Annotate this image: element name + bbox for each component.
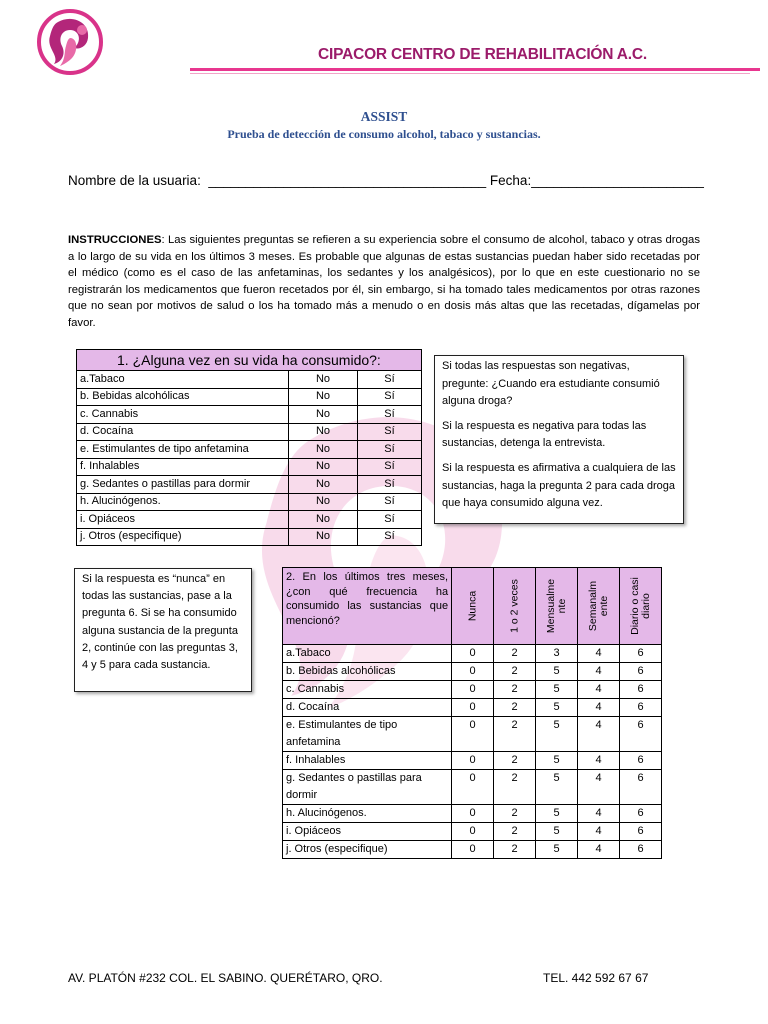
- question1-row: [77, 511, 422, 529]
- question2-row: [283, 770, 662, 805]
- score-mensualmente[interactable]: 5: [536, 841, 578, 859]
- score-1-o-2-veces[interactable]: 2: [494, 645, 536, 663]
- answer-no[interactable]: No: [289, 406, 358, 424]
- instructions-paragraph: [68, 232, 700, 332]
- score-nunca[interactable]: 0: [452, 681, 494, 699]
- question1-row: [77, 528, 422, 546]
- score-1-o-2-veces[interactable]: 2: [494, 805, 536, 823]
- score-diario[interactable]: 6: [620, 752, 662, 770]
- score-1-o-2-veces[interactable]: 2: [494, 663, 536, 681]
- score-mensualmente[interactable]: 5: [536, 823, 578, 841]
- score-mensualmente[interactable]: 5: [536, 699, 578, 717]
- document-subtitle: Prueba de detección de consumo alcohol, tabaco y sustancias.: [227, 127, 541, 141]
- header-divider: [190, 68, 760, 71]
- answer-no[interactable]: No: [289, 423, 358, 441]
- substance-label: e. Estimulantes de tipo anfetamina: [77, 441, 289, 459]
- header-divider-thin: [190, 73, 750, 74]
- date-label: Fecha:: [489, 173, 532, 188]
- score-mensualmente[interactable]: 3: [536, 645, 578, 663]
- score-diario[interactable]: 6: [620, 841, 662, 859]
- score-semanalmente[interactable]: 4: [578, 770, 620, 805]
- score-semanalmente[interactable]: 4: [578, 841, 620, 859]
- question2-row: [283, 699, 662, 717]
- substance-label: j. Otros (especifique): [77, 528, 289, 546]
- score-1-o-2-veces[interactable]: 2: [494, 752, 536, 770]
- question2-header: 2. En los últimos tres meses, ¿con qué frecuencia ha consumido las sustancias que mencionó?: [283, 568, 452, 645]
- score-semanalmente[interactable]: 4: [578, 823, 620, 841]
- name-field[interactable]: _____________________________________: [208, 173, 487, 188]
- score-semanalmente[interactable]: 4: [578, 681, 620, 699]
- score-mensualmente[interactable]: 5: [536, 752, 578, 770]
- substance-label: f. Inhalables: [283, 752, 452, 770]
- score-1-o-2-veces[interactable]: 2: [494, 717, 536, 752]
- answer-si[interactable]: Sí: [358, 441, 422, 459]
- substance-label: c. Cannabis: [77, 406, 289, 424]
- score-mensualmente[interactable]: 5: [536, 681, 578, 699]
- score-diario[interactable]: 6: [620, 823, 662, 841]
- footer-phone: TEL. 442 592 67 67: [543, 971, 649, 985]
- question2-row: [283, 717, 662, 752]
- score-nunca[interactable]: 0: [452, 699, 494, 717]
- question2-row: [283, 841, 662, 859]
- box1-paragraph-1: Si todas las respuestas son negativas, pregunte: ¿Cuando era estudiante consumió alguna droga?: [442, 360, 660, 408]
- answer-no[interactable]: No: [289, 458, 358, 476]
- box2-text: Si la respuesta es “nunca” en todas las sustancias, pase a la pregunta 6. Si se ha consumido alguna sustancia de la pregunta 2, continúe con las preguntas 3, 4 y 5 para cada sustancia.: [82, 573, 238, 672]
- question1-row: [77, 423, 422, 441]
- substance-label: i. Opiáceos: [283, 823, 452, 841]
- score-1-o-2-veces[interactable]: 2: [494, 699, 536, 717]
- instructions-label: INSTRUCCIONES: [68, 234, 162, 246]
- answer-si[interactable]: Sí: [358, 423, 422, 441]
- score-mensualmente[interactable]: 5: [536, 717, 578, 752]
- score-mensualmente[interactable]: 5: [536, 663, 578, 681]
- score-diario[interactable]: 6: [620, 699, 662, 717]
- answer-si[interactable]: Sí: [358, 476, 422, 494]
- answer-si[interactable]: Sí: [358, 406, 422, 424]
- substance-label: b. Bebidas alcohólicas: [283, 663, 452, 681]
- question1-row: [77, 458, 422, 476]
- score-nunca[interactable]: 0: [452, 752, 494, 770]
- score-diario[interactable]: 6: [620, 717, 662, 752]
- score-nunca[interactable]: 0: [452, 823, 494, 841]
- score-semanalmente[interactable]: 4: [578, 663, 620, 681]
- box1-paragraph-3: Si la respuesta es afirmativa a cualquiera de las sustancias, haga la pregunta 2 para cada droga que haya consumido alguna vez.: [442, 461, 676, 510]
- footer-address: AV. PLATÓN #232 COL. EL SABINO. QUERÉTARO, QRO.: [68, 971, 383, 985]
- name-label: Nombre de la usuaria:: [68, 173, 201, 188]
- substance-label: b. Bebidas alcohólicas: [77, 388, 289, 406]
- answer-no[interactable]: No: [289, 528, 358, 546]
- answer-si[interactable]: Sí: [358, 371, 422, 389]
- score-nunca[interactable]: 0: [452, 841, 494, 859]
- score-nunca[interactable]: 0: [452, 717, 494, 752]
- answer-si[interactable]: Sí: [358, 493, 422, 511]
- score-1-o-2-veces[interactable]: 2: [494, 841, 536, 859]
- score-1-o-2-veces[interactable]: 2: [494, 681, 536, 699]
- score-1-o-2-veces[interactable]: 2: [494, 770, 536, 805]
- substance-label: f. Inhalables: [77, 458, 289, 476]
- score-nunca[interactable]: 0: [452, 770, 494, 805]
- column-header-diario: Diario o casi diario: [620, 568, 662, 645]
- substance-label: a.Tabaco: [77, 371, 289, 389]
- instruction-box-2: [74, 568, 252, 692]
- score-semanalmente[interactable]: 4: [578, 717, 620, 752]
- question1-row: [77, 476, 422, 494]
- score-semanalmente[interactable]: 4: [578, 752, 620, 770]
- score-diario[interactable]: 6: [620, 770, 662, 805]
- question2-row: [283, 823, 662, 841]
- question1-row: [77, 371, 422, 389]
- substance-label: d. Cocaína: [283, 699, 452, 717]
- question2-row: [283, 645, 662, 663]
- question2-row: [283, 805, 662, 823]
- answer-si[interactable]: Sí: [358, 388, 422, 406]
- answer-si[interactable]: Sí: [358, 511, 422, 529]
- score-diario[interactable]: 6: [620, 645, 662, 663]
- instructions-text: : Las siguientes preguntas se refieren a su experiencia sobre el consumo de alcohol, tabaco y otras drogas a lo largo de su vida en los últimos 3 meses. Es probable que algunas de estas sustancias puedan haber sido recetadas por el médico (como es el caso de las anfetaminas, los sedantes y los analgésicos), por lo que en este cuestionario no se registrarán los medicamentos que fueron recetados por él, sin embargo, si ha tomado tales medicamentos por otras razones que no sean por motivos de salud o los ha tomado más a menudo o en dosis más altas que las recetadas, dígamelas por favor.: [68, 234, 700, 329]
- answer-no[interactable]: No: [289, 441, 358, 459]
- instruction-box-1: [434, 355, 684, 524]
- score-nunca[interactable]: 0: [452, 645, 494, 663]
- question2-table: [282, 567, 662, 859]
- substance-label: e. Estimulantes de tipo anfetamina: [283, 717, 452, 752]
- score-diario[interactable]: 6: [620, 663, 662, 681]
- substance-label: c. Cannabis: [283, 681, 452, 699]
- answer-no[interactable]: No: [289, 493, 358, 511]
- answer-no[interactable]: No: [289, 371, 358, 389]
- answer-no[interactable]: No: [289, 511, 358, 529]
- score-diario[interactable]: 6: [620, 805, 662, 823]
- score-1-o-2-veces[interactable]: 2: [494, 823, 536, 841]
- score-mensualmente[interactable]: 5: [536, 770, 578, 805]
- column-header-1-o-2-veces: 1 o 2 veces: [494, 568, 536, 645]
- question1-row: [77, 388, 422, 406]
- question1-row: [77, 406, 422, 424]
- answer-no[interactable]: No: [289, 476, 358, 494]
- column-header-semanalmente: Semanalm ente: [578, 568, 620, 645]
- question1-row: [77, 493, 422, 511]
- score-diario[interactable]: 6: [620, 681, 662, 699]
- score-semanalmente[interactable]: 4: [578, 699, 620, 717]
- date-field[interactable]: _______________________: [531, 173, 704, 188]
- question2-row: [283, 681, 662, 699]
- substance-label: j. Otros (especifique): [283, 841, 452, 859]
- score-semanalmente[interactable]: 4: [578, 805, 620, 823]
- substance-label: h. Alucinógenos.: [283, 805, 452, 823]
- substance-label: g. Sedantes o pastillas para dormir: [77, 476, 289, 494]
- substance-label: h. Alucinógenos.: [77, 493, 289, 511]
- question1-header: 1. ¿Alguna vez en su vida ha consumido?:: [77, 350, 422, 371]
- answer-si[interactable]: Sí: [358, 458, 422, 476]
- document-title: ASSIST: [360, 109, 408, 124]
- box1-paragraph-2: Si la respuesta es negativa para todas las sustancias, detenga la entrevista.: [442, 419, 647, 450]
- substance-label: i. Opiáceos: [77, 511, 289, 529]
- name-date-row: [68, 173, 704, 188]
- score-mensualmente[interactable]: 5: [536, 805, 578, 823]
- answer-no[interactable]: No: [289, 388, 358, 406]
- score-nunca[interactable]: 0: [452, 805, 494, 823]
- question1-row: [77, 441, 422, 459]
- score-semanalmente[interactable]: 4: [578, 645, 620, 663]
- question2-row: [283, 663, 662, 681]
- substance-label: g. Sedantes o pastillas para dormir: [283, 770, 452, 805]
- organization-name: CIPACOR CENTRO DE REHABILITACIÓN A.C.: [318, 46, 648, 63]
- substance-label: d. Cocaína: [77, 423, 289, 441]
- column-header-nunca: Nunca: [452, 568, 494, 645]
- question1-table: [76, 349, 422, 546]
- organization-logo: [36, 8, 104, 76]
- column-header-mensualmente: Mensualme nte: [536, 568, 578, 645]
- substance-label: a.Tabaco: [283, 645, 452, 663]
- score-nunca[interactable]: 0: [452, 663, 494, 681]
- answer-si[interactable]: Sí: [358, 528, 422, 546]
- question2-row: [283, 752, 662, 770]
